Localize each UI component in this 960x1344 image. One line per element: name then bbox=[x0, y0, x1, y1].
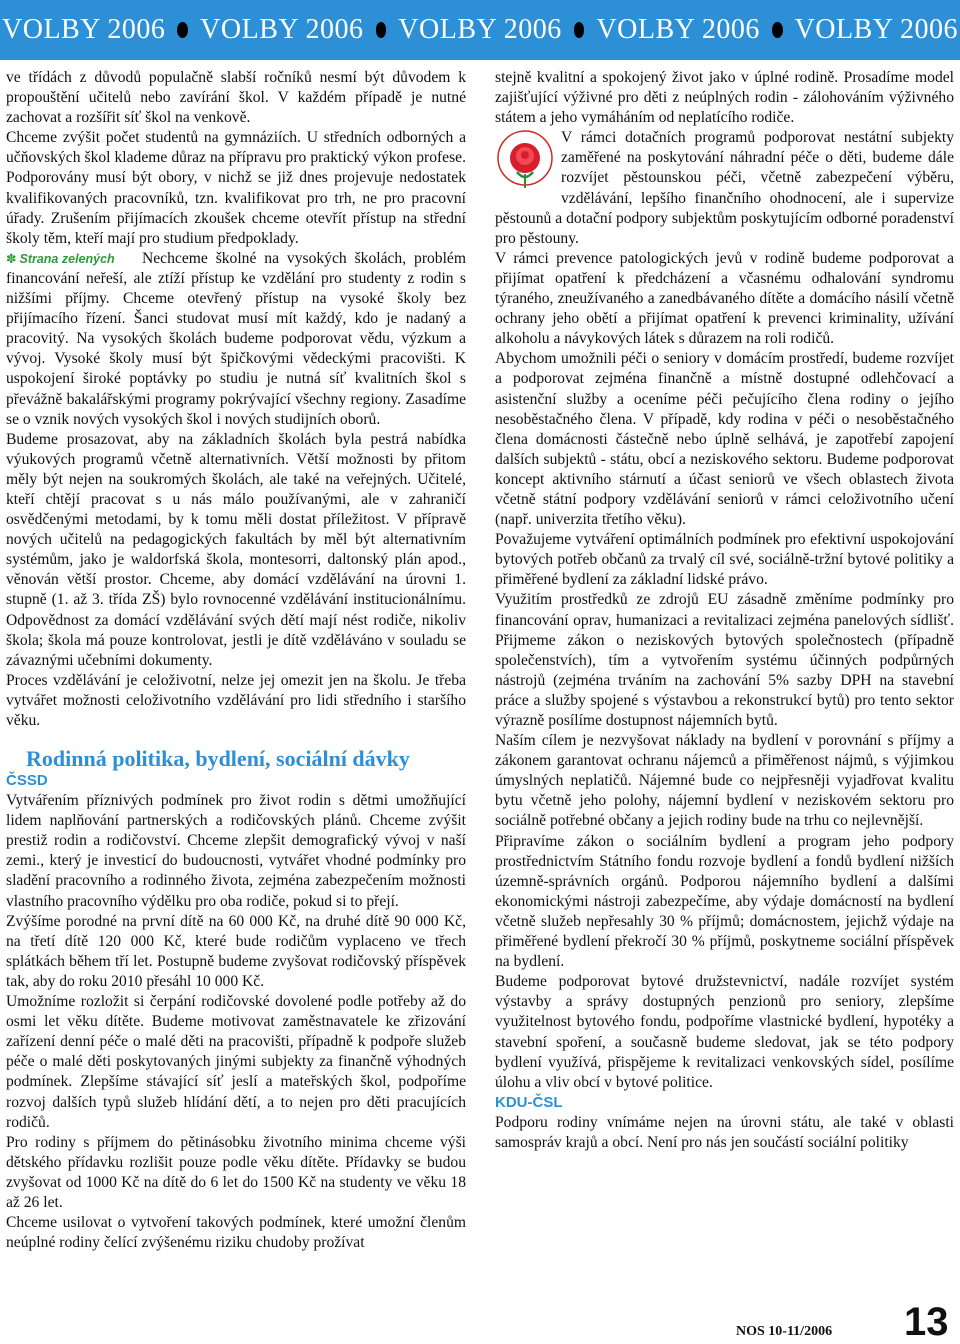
banner-text: VOLBY 2006 bbox=[2, 14, 166, 45]
banner-text: VOLBY 2006 bbox=[398, 14, 562, 45]
party-label: ČSSD bbox=[6, 772, 48, 790]
section-title: Rodinná politika, bydlení, sociální dávky bbox=[26, 746, 410, 772]
strana-zelenych-logo bbox=[6, 249, 138, 269]
paragraph: Využitím prostředků ze zdrojů EU zásadně změníme podmínky pro financování oprav, humanizaci a revitalizaci zejména panelových sídlišť. Přijmeme zákon o neziskových bytových společnostech (případně společenstvích), tím a vytvořením systému účinných podpůrných nástrojů (zejména trváním na zachování 5% sazby DPH na stavební práce a služby spojené s výstavbou a rekonstrukcí bytů) pro tento sektor výrazně posílíme dostupnost nájemních bytů. bbox=[495, 591, 954, 729]
banner-dot bbox=[177, 22, 188, 38]
paragraph: Abychom umožnili péči o seniory v domácím prostředí, budeme rozvíjet a podporovat zejména finančně a místně dostupné odlehčovací a asistenční služby a oceníme péči pečujícího člena rodiny o jejího nesoběstačného člena. V případě, kdy rodina v péči o nesoběstačného člena domácnosti částečně nebo úplně selhává, je zapotřebí zapojení dalších subjektů - státu, obcí a neziskového sektoru. Budeme podporovat koncept aktivního stárnutí a účast seniorů ve všech oblastech života včetně státní podpory vzdělávání seniorů v rámci celoživotního učení (např. univerzita třetího věku). bbox=[495, 350, 954, 529]
paragraph: Zvýšíme porodné na první dítě na 60 000 Kč, na druhé dítě 90 000 Kč, na třetí dítě 120 000 Kč, které bude rodičům vyplaceno ve třech splátkách během tří let. Postupně budeme zvyšovat rodičovský příspěvek tak, aby do roku 2010 přesáhl 10 000 Kč. bbox=[6, 912, 466, 990]
paragraph: V rámci dotačních programů podporovat nestátní subjekty zaměřené na poskytování náhradní péče o děti, budeme dále rozvíjet pěstounskou péči, včetně zabezpečení výběru, vzdělávání, lepšího finančního ohodnocení, ale i supervize pěstounů a dotační podpory subjektům poskytujícím odborné poradenství pro pěstouny. bbox=[495, 129, 954, 247]
left-column bbox=[6, 68, 466, 1253]
banner-dot bbox=[376, 22, 387, 38]
paragraph: stejně kvalitní a spokojený život jako v úplné rodině. Prosadíme model zajišťující výživné pro děti z neúplných rodin - zálohováním výživného státem a jeho vymáháním od neplatícího rodiče. bbox=[495, 69, 954, 127]
logo-label: Strana zelených bbox=[19, 251, 115, 266]
paragraph: ve třídách z důvodů populačně slabší ročníků nesmí být důvodem k propouštění učitelů nebo zavírání škol. V každém případě je nutné zachovat a rozšířit síť škol na venkově. bbox=[6, 69, 466, 127]
paragraph: Považujeme vytváření optimálních podmínek pro efektivní uspokojování bytových potřeb občanů za trvalý cíl své, sociálně-tržní bytové politiky a přiměřené bydlení za základní lidské právo. bbox=[495, 531, 954, 589]
banner-text: VOLBY 2006 bbox=[200, 14, 364, 45]
paragraph: Proces vzdělávání je celoživotní, nelze jej omezit jen na školu. Je třeba vytvářet možnosti celoživotního vzdělávání pro lidi středního i staršího věku. bbox=[6, 671, 466, 729]
paragraph: Naším cílem je nezvyšovat náklady na bydlení v porovnání s příjmy a zákonem garantovat ochranu nájemců a přiměřenost nájmů, s výjimkou úmyslných neplatičů. Nájemné bude co nejpřesněji vyjadřovat kvalitu bytu včetně jeho polohy, nájemní bydlení v neziskovém sektoru pro sociálně potřebné občany a jejich rodiny bude na trhu co nejlevnější. bbox=[495, 732, 954, 830]
paragraph: Připravíme zákon o sociálním bydlení a program jeho podpory prostřednictvím Státního fondu rozvoje bydlení a fondů bydlení nižších územně-správních orgánů. Podporou nájemního bydlení a dalšími ekonomickými nástroji zabezpečíme, aby výdaje domácností na bydlení včetně služeb nepřesahly 30 % příjmů; domácnostem, jejichž výdaje na přiměřené bydlení překročí 30 % příjmů, poskytneme sociální příspěvek na bydlení. bbox=[495, 832, 954, 971]
banner-dot bbox=[574, 22, 585, 38]
paragraph: Chceme zvýšit počet studentů na gymnáziích. U středních odborných a učňovských škol klademe důraz na přípravu pro praktický výkon profese. Podporovány musí být obory, v nichž se již dnes projevuje nedostatek kvalifikovaných pracovníků, tzn. kvalifikovat pro trh, ne pro pracovní úřady. Zrušením přijímacích zkoušek chceme otevřít přístup na střední školy těm, kteří mají pro studium předpoklady. bbox=[6, 129, 466, 247]
flower-icon: ✽ bbox=[6, 251, 17, 266]
paragraph: Nechceme školné na vysokých školách, problém financování neřeší, ale ztíží přístup ke vzdělání pro studenty z rodin s nižšími příjmy. Chceme otevřený přístup na vysoké školy bez přijímacího řízení. Šanci studovat musí mít každý, kdo je nadaný a pracovitý. Na vysokých školách budeme podporovat vědu, výzkum a vývoj. Vysoké školy musí být špičkovými vědeckými pracovišti. K uspokojení široké poptávky po studiu je nutná síť kvalitních škol s převážně bakalářskými programy pokrývající všechny regiony. Zasadíme se o vznik nových vysokých škol i nových studijních oborů. bbox=[6, 249, 466, 428]
csds-rose-logo bbox=[495, 128, 555, 200]
party-label: KDU-ČSL bbox=[495, 1093, 563, 1111]
issue-label: NOS 10-11/2006 bbox=[736, 1324, 833, 1339]
right-column bbox=[495, 68, 954, 1153]
paragraph: Budeme podporovat bytové družstevnictví, nadále rozvíjet systém výstavby a správy dostupných penzionů pro seniory, zlepšíme využitelnost bytového fondu, podpoříme vlastnické bydlení, hypotéky a stavební spoření, a současně budeme sledovat, jak se této podpory bydlení využívá, přispějeme k revitalizaci venkovských sídel, posílíme úlohu a vliv obcí v bytové politice. bbox=[495, 973, 954, 1091]
paragraph: Vytvářením příznivých podmínek pro život rodin s dětmi umožňující lidem naplňování partnerských a rodičovských plánů. Chceme zvýšit prestiž rodin a rodičovství. Chceme zlepšit demografický vývoj v naší zemi., který je investicí do budoucnosti, vytvářet vhodné podmínky pro sladění pracovního a rodinného života, zejména zabezpečením možnosti vlastního pracovního výdělku pro oba rodiče, pokud si to přejí. bbox=[6, 792, 466, 910]
paragraph: Chceme usilovat o vytvoření takových podmínek, které umožní členům neúplné rodiny čelící zvýšenému riziku chudoby prožívat bbox=[6, 1214, 466, 1252]
paragraph: Pro rodiny s příjmem do pětinásobku životního minima chceme výši dětského přídavku rozlišit pouze podle věku dítěte. Přídavky se budou zvyšovat od 1000 Kč na dítě do 6 let do 1500 Kč na studenty ve věku 18 až 26 let. bbox=[6, 1133, 466, 1211]
election-banner bbox=[0, 0, 960, 60]
paragraph: Budeme prosazovat, aby na základních školách byla pestrá nabídka výukových programů včetně alternativních. Větší možnosti by přitom měly být nejen na soukromých školách, ale také na veřejných. Učitelé, kteří chtějí pracovat s u nás málo používanými, ale v zahraničí osvědčenými metodami, by k tomu měli dostat příležitost. V přípravě nových učitelů na pedagogických fakultách by měl být alternativním systémům, jako je waldorfská škola, montesorri, daltonský plán apod., věnován větší prostor. Chceme, aby domácí vzdělávání na úrovni 1. stupně (1. až 3. třída ZŠ) bylo rovnocenné vzdělávání institucionálnímu. Odpovědnost za domácí vzdělávání svých dětí mají nést rodiče, nikoliv škola; škola má pouze kontrolovat, jestli je dítě vzděláváno v souladu se závaznými učebními dokumenty. bbox=[6, 430, 466, 669]
paragraph: V rámci prevence patologických jevů v rodině budeme podporovat a přijímat opatření k předcházení a včasnému odhalování syndromu týraného, zneužívaného a zanedbávaného dítěte a domácího násilí včetně ochrany jeho obětí a přijímat opatření k prevenci kriminality, užívání alkoholu a návykových látek s důrazem na roli rodičů. bbox=[495, 249, 954, 348]
paragraph: Podporu rodiny vnímáme nejen na úrovni státu, ale také v oblasti samospráv krajů a obcí. Není pro nás jen součástí sociální politiky bbox=[495, 1113, 954, 1151]
banner-text: VOLBY 2006 bbox=[596, 14, 760, 45]
page-number: 13 bbox=[904, 1300, 949, 1344]
banner-text: VOLBY 2006 bbox=[794, 14, 958, 45]
paragraph: Umožníme rozložit si čerpání rodičovské dovolené podle potřeby až do osmi let věku dítěte. Budeme motivovat zaměstnavatele ke zřizování zařízení denní péče o malé děti na pracovišti, případně k podpoře služeb péče o malé děti poskytovaných jinými subjekty za finančně výhodných podmínek. Zlepšíme stávající síť jeslí a mateřských škol, podpoříme rozvoj dalších typů služeb hlídání dětí, a to nejen pro děti pracujících rodičů. bbox=[6, 993, 466, 1131]
banner-dot bbox=[772, 22, 783, 38]
